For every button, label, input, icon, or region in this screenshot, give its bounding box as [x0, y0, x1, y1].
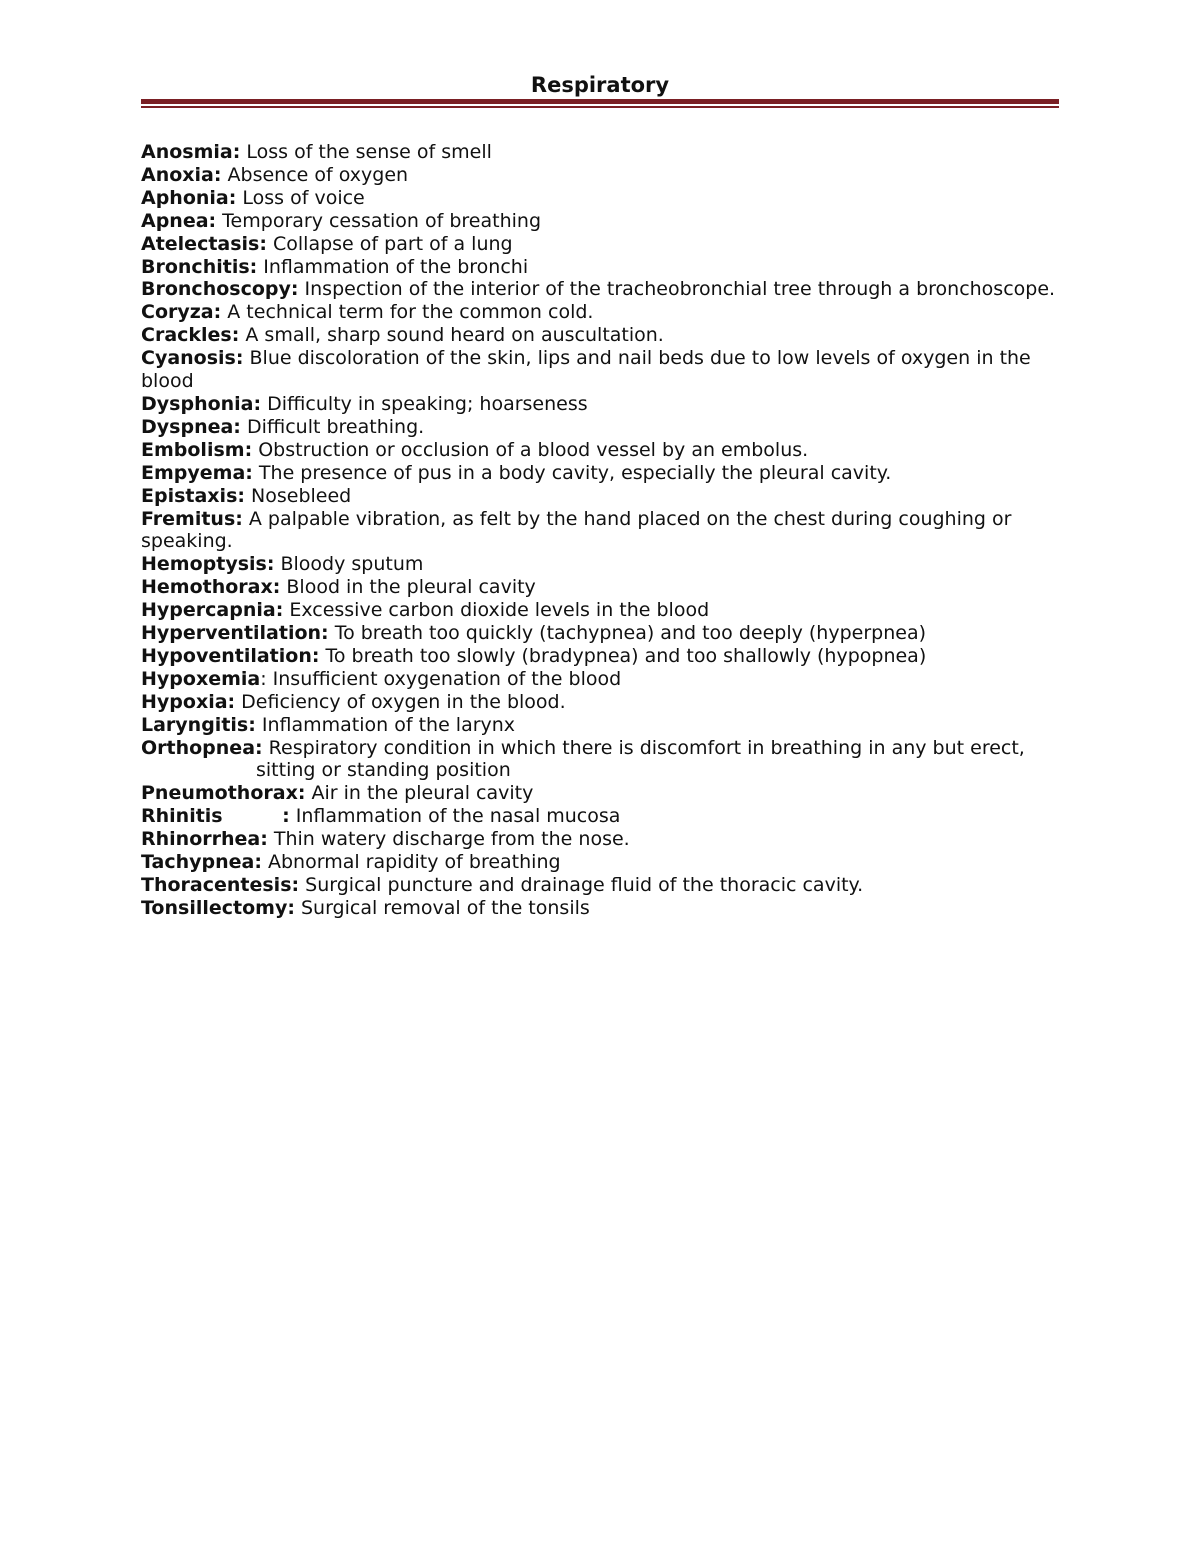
title-rule-thick-line	[141, 99, 1059, 104]
glossary-term: Tachypnea:	[141, 851, 262, 874]
glossary-term: Embolism:	[141, 438, 253, 461]
glossary-definition: Inspection of the interior of the tracheobronchial tree through a bronchoscope.	[298, 278, 1056, 301]
glossary-definition: Inflammation of the nasal mucosa	[289, 805, 621, 828]
glossary-entry	[141, 622, 1059, 645]
glossary-entry	[141, 805, 1059, 828]
glossary-definition: Respiratory condition in which there is discomfort in breathing in any but erect, sitting or standing position	[256, 736, 1025, 782]
title-rule	[141, 99, 1059, 109]
glossary-term: Aphonia:	[141, 186, 237, 209]
glossary-definition: Deficiency of oxygen in the blood.	[235, 690, 566, 713]
glossary-term: Orthopnea:	[141, 736, 263, 759]
glossary-definition: A small, sharp sound heard on auscultation.	[239, 324, 664, 347]
glossary-term: Pneumothorax:	[141, 782, 306, 805]
glossary-entry	[141, 462, 1059, 485]
glossary-definition: Surgical removal of the tonsils	[294, 896, 590, 919]
glossary-term: Dysphonia:	[141, 392, 262, 415]
glossary-entry	[141, 324, 1059, 347]
glossary-entry	[141, 691, 1059, 714]
glossary-definition: Bloody sputum	[274, 553, 424, 576]
glossary-entry	[141, 599, 1059, 622]
glossary-entry	[141, 187, 1059, 210]
glossary-definition: To breath too quickly (tachypnea) and too deeply (hyperpnea)	[328, 622, 927, 645]
glossary-definition: Nosebleed	[244, 484, 352, 507]
glossary-entry	[141, 828, 1059, 851]
glossary-term: Bronchoscopy:	[141, 278, 299, 301]
glossary-term: Hypoxemia	[141, 667, 261, 690]
glossary-term: Bronchitis:	[141, 255, 258, 278]
glossary-term: Rhinitis :	[141, 805, 290, 828]
glossary-definition: Air in the pleural cavity	[305, 782, 534, 805]
glossary-term: Apnea:	[141, 209, 217, 232]
glossary-entry	[141, 256, 1059, 279]
glossary-list	[141, 141, 1059, 920]
glossary-definition: Thin watery discharge from the nose.	[267, 828, 630, 851]
glossary-term: Cyanosis:	[141, 347, 244, 370]
glossary-entry	[141, 782, 1059, 805]
glossary-entry	[141, 508, 1059, 554]
glossary-entry	[141, 714, 1059, 737]
glossary-term: Crackles:	[141, 324, 240, 347]
glossary-definition: : Insufficient oxygenation of the blood	[260, 667, 622, 690]
glossary-term: Thoracentesis:	[141, 874, 300, 896]
glossary-entry	[141, 301, 1059, 324]
document-title: Respiratory	[530, 73, 670, 97]
glossary-entry	[141, 737, 1059, 783]
glossary-definition: Loss of the sense of smell	[240, 141, 492, 163]
document-page	[141, 72, 1059, 919]
glossary-term: Anoxia:	[141, 163, 222, 186]
glossary-definition: Difficulty in speaking; hoarseness	[261, 392, 588, 415]
glossary-term: Anosmia:	[141, 141, 241, 163]
glossary-definition: To breath too slowly (bradypnea) and too shallowly (hypopnea)	[319, 644, 927, 667]
glossary-term: Dyspnea:	[141, 415, 241, 438]
glossary-definition: Excessive carbon dioxide levels in the blood	[283, 599, 710, 622]
title-rule-thin-line	[141, 106, 1059, 108]
glossary-definition: A technical term for the common cold.	[221, 301, 594, 324]
glossary-term: Tonsillectomy:	[141, 896, 295, 919]
glossary-definition: Difficult breathing.	[240, 415, 425, 438]
glossary-definition: The presence of pus in a body cavity, especially the pleural cavity.	[252, 461, 892, 484]
glossary-definition: Blue discoloration of the skin, lips and nail beds due to low levels of oxygen in the blood	[141, 347, 1031, 393]
glossary-term: Hemoptysis:	[141, 553, 275, 576]
glossary-entry	[141, 897, 1059, 920]
glossary-entry	[141, 141, 1059, 164]
glossary-definition: Surgical puncture and drainage fluid of the thoracic cavity.	[299, 874, 864, 896]
glossary-term: Empyema:	[141, 461, 253, 484]
glossary-term: Hemothorax:	[141, 576, 281, 599]
glossary-entry	[141, 576, 1059, 599]
glossary-entry	[141, 347, 1059, 393]
glossary-definition: Temporary cessation of breathing	[216, 209, 542, 232]
glossary-term: Rhinorrhea:	[141, 828, 268, 851]
glossary-entry	[141, 645, 1059, 668]
glossary-entry	[141, 553, 1059, 576]
glossary-entry	[141, 278, 1059, 301]
glossary-definition: Inflammation of the larynx	[255, 713, 516, 736]
glossary-entry	[141, 485, 1059, 508]
glossary-definition: Obstruction or occlusion of a blood vessel by an embolus.	[252, 438, 809, 461]
glossary-definition: Abnormal rapidity of breathing	[261, 851, 561, 874]
glossary-term: Hypoxia:	[141, 690, 236, 713]
glossary-entry	[141, 439, 1059, 462]
glossary-entry	[141, 393, 1059, 416]
glossary-definition: Blood in the pleural cavity	[280, 576, 536, 599]
glossary-entry	[141, 874, 1059, 897]
glossary-term: Hyperventilation:	[141, 622, 329, 645]
glossary-term: Hypoventilation:	[141, 644, 320, 667]
glossary-definition: Collapse of part of a lung	[266, 232, 513, 255]
glossary-entry	[141, 668, 1059, 691]
glossary-term: Epistaxis:	[141, 484, 245, 507]
glossary-term: Laryngitis:	[141, 713, 256, 736]
glossary-term: Hypercapnia:	[141, 599, 284, 622]
glossary-entry	[141, 164, 1059, 187]
glossary-term: Atelectasis:	[141, 232, 267, 255]
glossary-definition: Loss of voice	[236, 186, 365, 209]
glossary-definition: Absence of oxygen	[221, 163, 409, 186]
glossary-term: Fremitus:	[141, 507, 243, 530]
glossary-term: Coryza:	[141, 301, 222, 324]
glossary-definition: Inflammation of the bronchi	[257, 255, 529, 278]
glossary-entry	[141, 851, 1059, 874]
glossary-entry	[141, 233, 1059, 256]
glossary-entry	[141, 210, 1059, 233]
glossary-definition: A palpable vibration, as felt by the hand placed on the chest during coughing or speaking.	[141, 507, 1012, 553]
glossary-entry	[141, 416, 1059, 439]
